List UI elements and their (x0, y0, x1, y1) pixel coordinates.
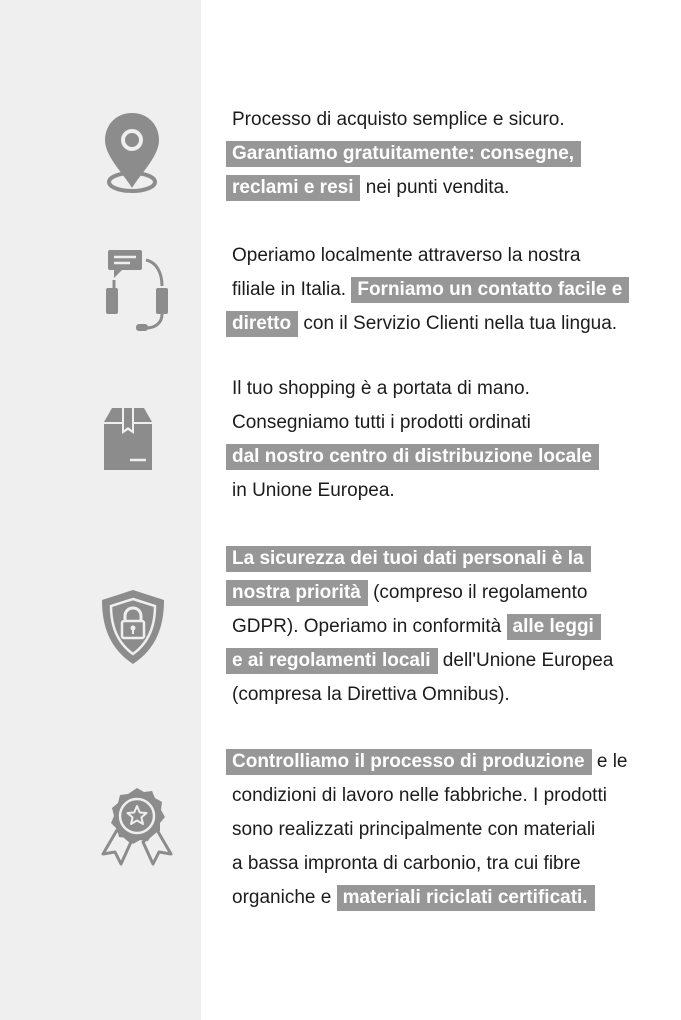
customer-service-headset-icon (84, 239, 184, 339)
highlighted-text: Garantiamo gratuitamente: consegne, (226, 141, 581, 167)
quality-badge-icon (87, 777, 187, 877)
text-line: Il tuo shopping è a portata di mano. (232, 378, 530, 399)
highlighted-text: alle leggi (507, 614, 601, 640)
highlighted-text: e ai regolamenti locali (226, 648, 438, 674)
text-line: (compresa la Direttiva Omnibus). (232, 684, 510, 705)
text-line: Processo di acquisto semplice e sicuro. (232, 109, 565, 130)
text-line: Operiamo localmente attraverso la nostra (232, 245, 581, 266)
feature-text-5 (226, 745, 671, 915)
highlighted-text: reclami e resi (226, 175, 360, 201)
highlighted-text: dal nostro centro di distribuzione locale (226, 444, 599, 470)
feature-text-3 (226, 372, 671, 508)
text-line: a bassa impronta di carbonio, tra cui fibre (232, 853, 581, 874)
feature-text-4 (226, 542, 671, 712)
text-fragment: e le (591, 751, 628, 772)
location-pin-icon (82, 104, 182, 204)
text-fragment: filiale in Italia. (232, 279, 352, 300)
text-fragment: GDPR). Operiamo in conformità (232, 616, 507, 637)
shield-lock-icon (83, 577, 183, 677)
text-line: condizioni di lavoro nelle fabbriche. I prodotti (232, 785, 607, 806)
text-line: Consegniamo tutti i prodotti ordinati (232, 412, 531, 433)
feature-text-1 (226, 103, 671, 205)
highlighted-text: Controlliamo il processo di produzione (226, 749, 592, 775)
package-box-icon (78, 389, 178, 489)
text-line: sono realizzati principalmente con materiali (232, 819, 596, 840)
highlighted-text: La sicurezza dei tuoi dati personali è la (226, 546, 591, 572)
text-fragment: dell'Unione Europea (437, 650, 614, 671)
highlighted-text: Forniamo un contatto facile e (351, 277, 629, 303)
text-fragment: con il Servizio Clienti nella tua lingua. (298, 313, 618, 334)
text-fragment: nei punti vendita. (360, 177, 510, 198)
text-line: in Unione Europea. (232, 480, 395, 501)
highlighted-text: nostra priorità (226, 580, 368, 606)
highlighted-text: diretto (226, 311, 298, 337)
highlighted-text: materiali riciclati certificati. (337, 885, 595, 911)
feature-text-2 (226, 239, 671, 341)
text-fragment: (compreso il regolamento (367, 582, 588, 603)
text-fragment: organiche e (232, 887, 337, 908)
